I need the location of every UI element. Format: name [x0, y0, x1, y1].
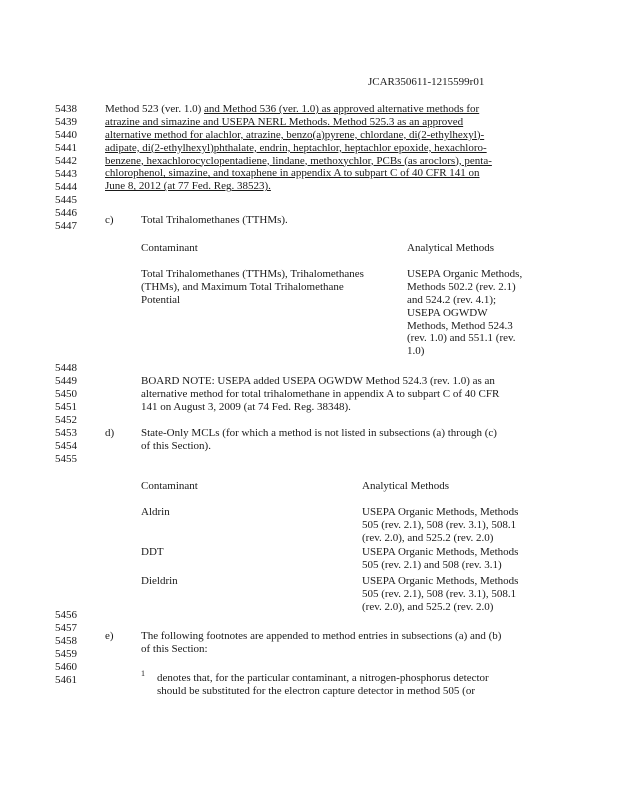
text-line: should be substituted for the electron capture detector in method 505 (or: [157, 684, 475, 697]
footnote-marker: 1: [141, 669, 145, 678]
text-line: The following footnotes are appended to method entries in subsections (a) and (b): [141, 630, 502, 642]
text-line: alternative method for total trihalomethane in appendix A to subpart C of 40 CFR: [141, 387, 500, 400]
document-id: JCAR350611-1215599r01: [368, 76, 485, 88]
row-aldrin-methods: [362, 506, 518, 545]
text-line: 505 (rev. 2.1), 508 (rev. 3.1), 508.1: [362, 587, 517, 600]
line-number: 5445: [55, 194, 77, 206]
text-line: USEPA Organic Methods, Methods: [362, 546, 519, 558]
board-note: [141, 375, 499, 414]
line-number: 5451: [55, 401, 77, 413]
line-number: 5456: [55, 609, 77, 621]
underlined-text: atrazine and simazine and: [105, 115, 222, 128]
line-number: 5438: [55, 103, 77, 115]
tthm-methods: [407, 268, 522, 358]
column-header-contaminant: Contaminant: [141, 480, 198, 492]
text-line: Methods 502.2 (rev. 2.1): [407, 280, 516, 293]
section-e-letter: e): [105, 630, 114, 642]
row-ddt-methods: [362, 546, 518, 572]
text-line: (rev. 2.0), and 525.2 (rev. 2.0): [362, 531, 494, 544]
line-number: 5443: [55, 168, 77, 180]
text-line: (rev. 1.0) and 551.1 (rev.: [407, 332, 516, 345]
section-c-title: Total Trihalomethanes (TTHMs).: [141, 214, 288, 226]
line-number: 5460: [55, 661, 77, 673]
underlined-text: and Method 536 (ver. 1.0) as approved alternative methods for: [203, 103, 480, 115]
section-d-letter: d): [105, 427, 115, 439]
line-number: 5455: [55, 453, 77, 465]
line-number: 5452: [55, 414, 77, 426]
tthm-contaminant: [141, 268, 364, 307]
text-line: and 524.2 (rev. 4.1);: [407, 293, 497, 306]
section-c-letter: c): [105, 214, 114, 226]
line-number: 5442: [55, 155, 77, 167]
text-line: BOARD NOTE: USEPA added USEPA OGWDW Method 524.3 (rev. 1.0) as an: [141, 375, 495, 387]
row-aldrin-name: Aldrin: [141, 506, 170, 518]
text-line: of this Section:: [141, 642, 208, 655]
line-number: 5440: [55, 129, 77, 141]
line-number: 5457: [55, 622, 77, 634]
line-number: 5459: [55, 648, 77, 660]
text-line: denotes that, for the particular contaminant, a nitrogen-phosphorus detector: [157, 672, 489, 684]
text-line: Methods, Method 524.3: [407, 319, 513, 332]
text-line: USEPA Organic Methods, Methods: [362, 506, 519, 518]
underlined-text: benzene, hexachlorocyclopentadiene, lindane, methoxychlor, PCBs (as aroclors), penta-: [105, 154, 492, 167]
column-header-contaminant: Contaminant: [141, 242, 198, 254]
line-number: 5446: [55, 207, 77, 219]
text-line: (THMs), and Maximum Total Trihalomethane: [141, 280, 344, 293]
text-line: 505 (rev. 2.1), 508 (rev. 3.1), 508.1: [362, 518, 517, 531]
text-line: of this Section).: [141, 439, 211, 452]
text-line: 505 (rev. 2.1) and 508 (rev. 3.1): [362, 558, 502, 571]
line-number: 5450: [55, 388, 77, 400]
line-number: 5458: [55, 635, 77, 647]
underlined-text: June 8, 2012 (at 77 Fed. Reg. 38523).: [105, 180, 271, 193]
text-line: USEPA OGWDW: [407, 306, 488, 319]
line-number: 5441: [55, 142, 77, 154]
text-line: Total Trihalomethanes (TTHMs), Trihalomethanes: [141, 268, 364, 280]
column-header-methods: Analytical Methods: [407, 242, 495, 254]
underlined-text: alternative method for alachlor, atrazine, benzo(a)pyrene, chlordane, di(2-ethylhexyl)-: [105, 128, 485, 141]
row-ddt-name: DDT: [141, 546, 164, 558]
line-number: 5453: [55, 427, 77, 439]
text-line: Potential: [141, 293, 181, 306]
row-dieldrin-name: Dieldrin: [141, 575, 178, 587]
methods-paragraph: [105, 103, 492, 193]
line-number: 5449: [55, 375, 77, 387]
text-line: USEPA Organic Methods, Methods: [362, 575, 519, 587]
section-e-text: [141, 630, 501, 656]
text-run: Method 523 (ver. 1.0): [105, 103, 204, 115]
text-line: (rev. 2.0), and 525.2 (rev. 2.0): [362, 600, 494, 613]
text-line: 1.0): [407, 345, 425, 358]
underlined-text: USEPA NERL Methods. Method 525.3 as an approved: [221, 115, 464, 128]
text-line: State-Only MCLs (for which a method is not listed in subsections (a) through (c): [141, 427, 497, 439]
row-dieldrin-methods: [362, 575, 518, 614]
text-line: USEPA Organic Methods,: [407, 268, 523, 280]
section-d-title: [141, 427, 497, 453]
footnote-text: [157, 672, 489, 698]
underlined-text: chlorophenol, simazine, and toxaphene in appendix A to subpart C of 40 CFR 141 on: [105, 167, 480, 180]
underlined-text: adipate, di(2-ethylhexyl)phthalate, endrin, heptachlor, heptachlor epoxide, hexachloro-: [105, 141, 487, 154]
line-number: 5444: [55, 181, 77, 193]
text-line: 141 on August 3, 2009 (at 74 Fed. Reg. 38348).: [141, 400, 351, 413]
line-number: 5454: [55, 440, 77, 452]
column-header-methods: Analytical Methods: [362, 480, 450, 492]
line-number: 5447: [55, 220, 77, 232]
line-number: 5461: [55, 674, 77, 686]
line-number: 5439: [55, 116, 77, 128]
line-number: 5448: [55, 362, 77, 374]
